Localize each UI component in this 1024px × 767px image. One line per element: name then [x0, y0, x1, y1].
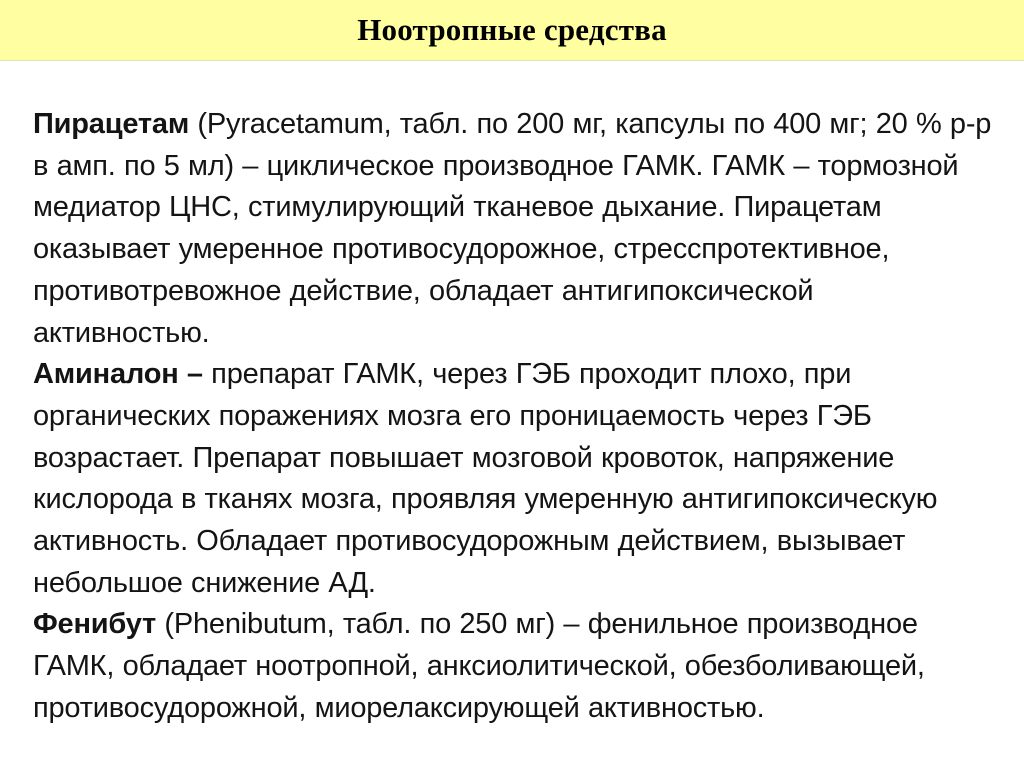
paragraph-text-piracetam: (Pyracetamum, табл. по 200 мг, капсулы по 400 мг; 20 % р-р в амп. по 5 мл) – циклическое производное ГАМК. ГАМК – тормозной медиатор ЦНС, стимулирующий тканевое дыхание. Пирацетам оказывает умеренное противосудорожное, стресспротективное, противотревожное действие, обладает антигипоксической активностью. — [33, 108, 992, 349]
paragraph-aminalon — [33, 354, 993, 604]
title-bar — [0, 0, 1024, 61]
paragraph-piracetam — [33, 104, 993, 354]
slide-title: Ноотропные средства — [357, 12, 667, 47]
drug-name-piracetam: Пирацетам — [33, 108, 190, 140]
paragraph-text-phenibut: (Phenibutum, табл. по 250 мг) – фенильное производное ГАМК, обладает ноотропной, анксиолитической, обезболивающей, противосудорожной, миорелаксирующей активностью. — [33, 608, 925, 724]
paragraph-phenibut — [33, 604, 993, 729]
drug-name-phenibut: Фенибут — [33, 608, 157, 641]
paragraph-text-aminalon: препарат ГАМК, через ГЭБ проходит плохо, при органических поражениях мозга его проницаемость через ГЭБ возрастает. Препарат повышает мозговой кровоток, напряжение кислорода в тканях мозга, проявляя умеренную антигипоксическую активность. Обладает противосудорожным действием, вызывает небольшое снижение АД. — [33, 358, 938, 599]
slide-body — [33, 104, 993, 730]
drug-name-aminalon: Аминалон – — [33, 358, 203, 391]
